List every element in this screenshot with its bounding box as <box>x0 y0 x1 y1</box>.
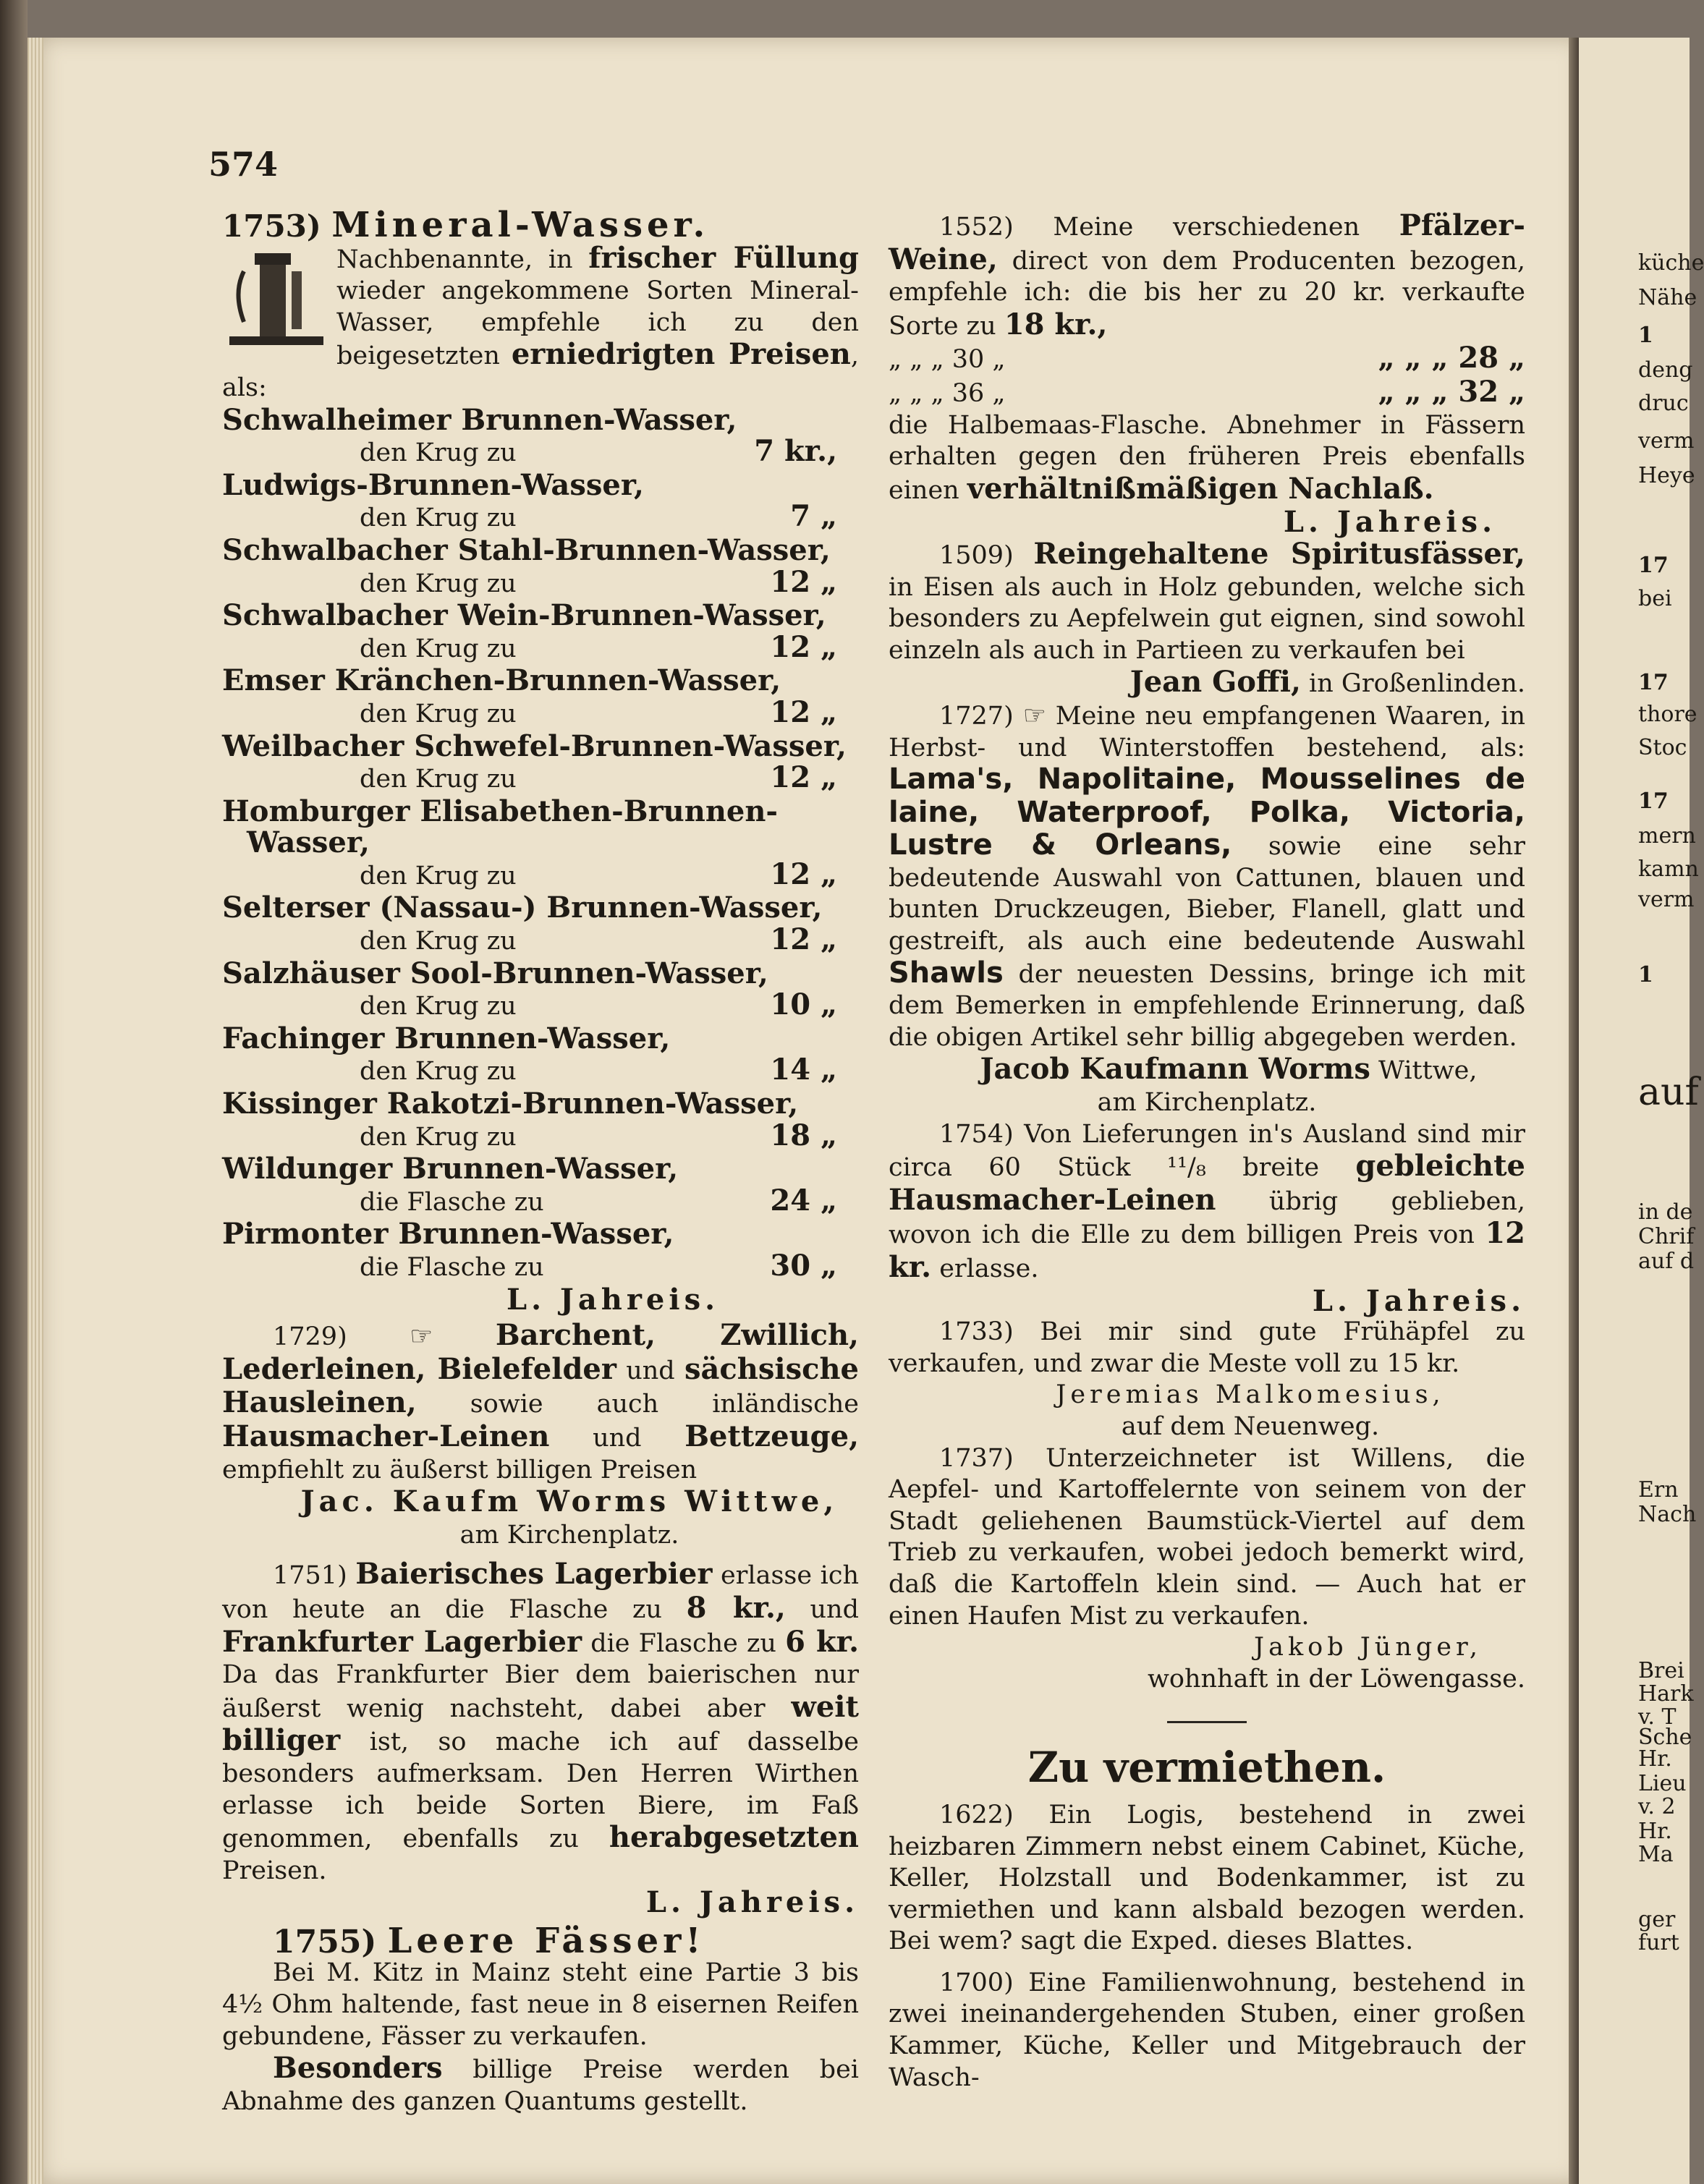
signature: Jeremias Malkomesius, <box>1056 1380 1445 1410</box>
ad-leinen <box>889 1119 1525 1286</box>
mineral-price-item <box>222 1218 859 1283</box>
price-row <box>222 694 859 731</box>
intro-text-2: wieder angekommene Sorten Mineral-Wasser, empfehle ich zu den beigesetzten <box>336 276 859 371</box>
ad-number: 1733) <box>939 1317 1014 1347</box>
ad-waaren <box>889 700 1525 1054</box>
next-page-fragment: Chrif <box>1638 1224 1695 1249</box>
price: 12 „ <box>770 857 837 891</box>
price-row <box>222 629 859 666</box>
text: und <box>810 1594 859 1624</box>
next-page-fragment: küche <box>1638 250 1704 276</box>
mineral-intro <box>222 242 859 404</box>
unit: den Krug zu <box>360 1057 517 1087</box>
next-page-fragment: 1 <box>1638 323 1653 348</box>
next-page-fragment: Sche <box>1638 1725 1692 1750</box>
next-page-fragment: auf <box>1638 1071 1699 1114</box>
price-row <box>222 989 859 1023</box>
next-page-fragment: Hr. <box>1638 1819 1672 1844</box>
ad-number: 1622) <box>939 1800 1014 1830</box>
water-name: Emser Kränchen-Brunnen-Wasser, <box>222 663 781 698</box>
price-row <box>222 566 859 600</box>
next-page-fragment: furt <box>1638 1930 1679 1955</box>
next-page-fragment: 17 <box>1638 670 1669 695</box>
text: Bei mir sind gute Frühäpfel zu verkaufen, und zwar die Meste voll zu 15 kr. <box>889 1317 1525 1378</box>
ad-number: 1751) <box>273 1561 347 1591</box>
mineral-price-item <box>222 469 859 535</box>
water-name: Wildunger Brunnen-Wasser, <box>222 1152 679 1186</box>
price-row <box>222 1250 859 1284</box>
mineral-price-item <box>222 958 859 1023</box>
ad-number: 1552) <box>939 213 1014 242</box>
mineral-price-item <box>222 728 859 796</box>
signature: Jakob Jünger, <box>1254 1633 1482 1662</box>
text: Eine Familienwohnung, bestehend in zwei ineinandergehenden Stuben, einer großen Kammer, Küche, Keller und Mitgebrauch der Wasch- <box>889 1968 1525 2092</box>
price-row <box>222 1185 859 1219</box>
signature: Jacob Kaufmann Worms <box>980 1052 1370 1087</box>
ad-weine <box>889 210 1525 342</box>
mineral-price-item <box>222 532 859 600</box>
left-column <box>222 205 859 2117</box>
bold-text: Barchent, Zwillich, Lederleinen, Bielefelder <box>222 1318 859 1386</box>
ad-number: 1737) <box>939 1443 1014 1473</box>
text: und <box>593 1423 642 1453</box>
bold-text: Pfälzer-Weine, <box>889 208 1525 276</box>
page-edge <box>27 38 43 2184</box>
price: 30 „ <box>770 1249 837 1283</box>
intro-bold: frischer Füllung <box>588 240 859 275</box>
unit: die Flasche zu <box>360 1187 544 1217</box>
ad-number: 1729) <box>273 1322 347 1352</box>
text: billige Preise werden bei Abnahme des ganzen Quantums gestellt. <box>222 2055 859 2116</box>
jug-icon <box>222 242 331 351</box>
next-page-fragment: auf d <box>1638 1249 1695 1274</box>
unit: den Krug zu <box>360 992 517 1021</box>
bold-text: 12 kr. <box>889 1216 1525 1284</box>
text: empfiehlt zu äußerst billigen Preisen <box>222 1455 698 1484</box>
text: sowie auch inländische <box>470 1390 859 1419</box>
mineral-price-item <box>222 1088 859 1153</box>
water-name: Schwalheimer Brunnen-Wasser, <box>222 402 737 437</box>
right-column <box>889 210 1525 2094</box>
next-page-fragment: Ma <box>1638 1842 1674 1867</box>
ad-ernte <box>889 1443 1525 1633</box>
price-row <box>222 859 859 893</box>
next-page-fragment: mern <box>1638 823 1696 849</box>
ad-aepfel <box>889 1317 1525 1380</box>
bold-text: Lama's, Napolitaine, Mousselines de laine, Waterproof, Polka, Victoria, Lustre & Orleans, <box>889 762 1525 862</box>
next-page-fragment: Hr. <box>1638 1746 1672 1772</box>
ad-title: Mineral-Wasser. <box>331 205 710 245</box>
bold-text: 6 kr. <box>785 1624 859 1659</box>
next-page-fragment: v. 2 <box>1638 1794 1676 1819</box>
next-page-fragment: druc <box>1638 391 1689 416</box>
next-page-fragment: deng <box>1638 357 1693 383</box>
bold-text: sächsische Hausleinen, <box>222 1351 859 1420</box>
bold-text: Hausmacher-Leinen <box>222 1419 550 1453</box>
address: am Kirchenplatz. <box>1097 1088 1317 1118</box>
price-row <box>889 342 1525 376</box>
unit: den Krug zu <box>360 699 517 728</box>
ad-number: 1727) <box>939 701 1014 731</box>
text: ist, so mache ich auf dasselbe besonders aufmerksam. Den Herren Wirthen erlasse ich beide Sorten Biere, im Faß genommen, ebenfalls zu <box>222 1728 859 1854</box>
bold-text: Frankfurter Lagerbier <box>222 1624 582 1659</box>
next-page-fragment: verm <box>1638 887 1695 912</box>
mineral-price-item <box>222 404 859 469</box>
water-name: Homburger Elisabethen-Brunnen-Wasser, <box>222 794 779 860</box>
price: 7 „ <box>790 499 837 534</box>
price-row <box>222 1054 859 1088</box>
water-name: Schwalbacher Wein-Brunnen-Wasser, <box>222 598 826 633</box>
price: 10 „ <box>770 987 837 1022</box>
intro-text: Nachbenannte, in <box>336 245 573 274</box>
text: Wittwe, <box>1378 1056 1478 1086</box>
bold-text: Reingehaltene Spiritusfässer, <box>1033 536 1525 571</box>
text: Da das Frankfurter Bier dem baierischen nur äußerst wenig nachsteht, dabei aber <box>222 1660 859 1723</box>
intro-bold-2: erniedrigten Preisen <box>511 337 851 372</box>
text: Meine verschiedenen <box>1053 213 1360 242</box>
price: 12 „ <box>770 694 837 729</box>
water-name: Pirmonter Brunnen-Wasser, <box>222 1217 674 1252</box>
next-page-fragment: Hark <box>1638 1681 1694 1707</box>
price: 7 kr., <box>754 434 837 469</box>
mineral-price-item <box>222 600 859 665</box>
mineral-price-item <box>222 665 859 730</box>
price: „ „ „ 32 „ <box>1378 374 1525 409</box>
text: der neuesten Dessins, bringe ich mit dem Bemerken in empfehlende Erinnerung, daß die obigen Artikel sehr billig abgegeben werden. <box>889 959 1525 1052</box>
text: erlasse. <box>939 1254 1039 1283</box>
gutter <box>1569 38 1579 2184</box>
bold-text: Shawls <box>889 956 1004 990</box>
intro-text-3: , als: <box>222 341 859 402</box>
next-page-fragment: Heye <box>1638 463 1695 488</box>
signature: L. Jahreis. <box>1312 1283 1525 1318</box>
unit: den Krug zu <box>360 569 517 598</box>
next-page-fragment: Nähe <box>1638 285 1697 310</box>
water-name: Weilbacher Schwefel-Brunnen-Wasser, <box>222 728 847 763</box>
price: 14 „ <box>770 1053 837 1087</box>
water-name: Schwalbacher Stahl-Brunnen-Wasser, <box>222 532 831 567</box>
unit: den Krug zu <box>360 503 517 533</box>
ad-logis <box>889 1800 1525 1958</box>
ad-number: 1755) <box>273 1923 377 1960</box>
next-page-fragment: Stoc <box>1638 735 1687 760</box>
next-page-fragment: in de <box>1638 1199 1693 1225</box>
signature: Jean Goffi, <box>1129 665 1301 700</box>
text: „ „ „ 36 „ <box>889 378 1006 408</box>
unit: den Krug zu <box>360 634 517 663</box>
ad-number: 1753) <box>222 208 321 244</box>
ad-faesser-title <box>222 1920 859 1961</box>
divider <box>1167 1721 1247 1723</box>
pointing-hand-icon: ☞ <box>410 1322 433 1352</box>
mineral-price-list <box>222 404 859 1284</box>
unit: den Krug zu <box>360 927 517 956</box>
unit: den Krug zu <box>360 861 517 891</box>
text: Meine neu empfangenen Waaren, in Herbst- und Winterstoffen bestehend, als: <box>889 701 1525 762</box>
water-name: Fachinger Brunnen-Wasser, <box>222 1021 671 1055</box>
price: 12 „ <box>770 922 837 957</box>
mineral-price-item <box>222 892 859 957</box>
ad-number: 1700) <box>939 1968 1014 1997</box>
next-page-fragment: Ern <box>1638 1477 1679 1503</box>
next-page-fragment: bei <box>1638 586 1672 611</box>
next-page-fragment: 1 <box>1638 962 1653 987</box>
price-row <box>222 1120 859 1154</box>
next-page-fragment: 17 <box>1638 553 1669 578</box>
text: Ein Logis, bestehend in zwei heizbaren Zimmern nebst einem Cabinet, Küche, Keller, Holzstall und Bodenkammer, ist zu vermiethen und kann alsbald bezogen werden. Bei wem? sagt die Exped. dieses Blattes. <box>889 1800 1525 1956</box>
ad-lagerbier <box>222 1558 859 1887</box>
book-spine <box>0 0 27 2184</box>
text: Preisen. <box>222 1856 327 1885</box>
next-page-fragment: ger <box>1638 1907 1676 1932</box>
bold-text: 8 kr., <box>686 1590 786 1625</box>
bold-text: verhältnißmäßigen Nachlaß. <box>967 471 1434 506</box>
text: „ „ „ 30 „ <box>889 345 1006 375</box>
bold-text: Baierisches Lagerbier <box>355 1557 713 1592</box>
price-row <box>222 924 859 958</box>
water-name: Selterser (Nassau-) Brunnen-Wasser, <box>222 891 823 925</box>
text: Von Lieferungen in's Ausland sind mir circa 60 Stück ¹¹/₈ breite <box>889 1119 1525 1183</box>
next-page-fragment: thore <box>1638 702 1697 727</box>
unit: den Krug zu <box>360 765 517 794</box>
price: 12 „ <box>770 564 837 599</box>
next-page-fragment: verm <box>1638 428 1695 454</box>
ad-number: 1509) <box>939 540 1014 570</box>
text: und <box>626 1356 675 1385</box>
text: direct von dem Producenten bezogen, empfehle ich: die bis her zu 20 kr. verkaufte Sorte zu <box>889 246 1525 341</box>
bold-text: gebleichte Hausmacher-Leinen <box>889 1149 1525 1217</box>
section-heading: Zu vermiethen. <box>1027 1743 1386 1793</box>
price-row <box>222 501 859 535</box>
text: die Flasche zu <box>590 1628 776 1658</box>
ad-barchent <box>222 1320 859 1486</box>
pointing-hand-icon: ☞ <box>1022 700 1046 731</box>
ad-faesser-text <box>222 1958 859 2052</box>
address: am Kirchenplatz. <box>459 1520 679 1550</box>
price: 12 „ <box>770 629 837 664</box>
signature: L. Jahreis. <box>645 1885 859 1920</box>
unit: den Krug zu <box>360 1122 517 1152</box>
next-page-edge <box>1579 38 1704 2184</box>
price: 18 „ <box>770 1118 837 1152</box>
ad-spiritus <box>889 538 1525 666</box>
next-page-fragment: Lieu <box>1638 1771 1687 1796</box>
mineral-price-item <box>222 1153 859 1218</box>
signature: L. Jahreis. <box>1283 505 1496 540</box>
price: 12 „ <box>770 760 837 795</box>
price: 18 kr., <box>1004 307 1108 341</box>
next-page-fragment: kamn <box>1638 857 1699 882</box>
next-page-fragment: v. T <box>1638 1704 1677 1730</box>
bold-text: Bettzeuge, <box>684 1419 859 1453</box>
mineral-price-item <box>222 1023 859 1088</box>
bold-text: herabgesetzten <box>609 1820 859 1855</box>
water-name: Kissinger Rakotzi-Brunnen-Wasser, <box>222 1087 799 1121</box>
price: 24 „ <box>770 1183 837 1218</box>
unit: die Flasche zu <box>360 1253 544 1282</box>
price: „ „ „ 28 „ <box>1378 341 1525 375</box>
text: übrig geblieben, wovon ich die Elle zu dem billigen Preis von <box>889 1186 1525 1250</box>
mineral-price-item <box>222 796 859 893</box>
ad-number: 1754) <box>939 1119 1014 1149</box>
water-name: Ludwigs-Brunnen-Wasser, <box>222 467 644 502</box>
ad-weine-2 <box>889 410 1525 507</box>
price-row <box>889 376 1525 410</box>
bold-text: Besonders <box>273 2051 443 2086</box>
address: wohnhaft in der Löwengasse. <box>1147 1664 1525 1694</box>
address: auf dem Neuenweg. <box>1121 1411 1380 1441</box>
text: Bei M. Kitz in Mainz steht eine Partie 3 bis 4½ Ohm haltende, fast neue in 8 eisernen Reifen gebundene, Fässer zu verkaufen. <box>222 1958 859 2051</box>
signature: Jac. Kaufm Worms Wittwe, <box>300 1484 839 1519</box>
text: sowie eine sehr bedeutende Auswahl von Cattunen, blauen und bunten Druckzeugen, Bieber, Flanell, glatt und gestreift, als auch eine bedeutende Auswahl <box>889 832 1525 956</box>
text: die Halbemaas-Flasche. Abnehmer in Fässern erhalten gegen den früheren Preis ebenfalls einen <box>889 410 1525 505</box>
bold-text: weit billiger <box>222 1689 859 1758</box>
text: erlasse ich von heute an die Flasche zu <box>222 1561 859 1624</box>
price-row <box>222 435 859 469</box>
text: Unterzeichneter ist Willens, die Aepfel- und Kartoffelernte von seinem von der Stadt geliehenen Baumstück-Viertel auf dem Trieb zu verkaufen, wobei jedoch bemerkt wird, daß die Kartoffeln klein sind. — Auch hat er einen Haufen Mist zu verkaufen. <box>889 1443 1525 1631</box>
text: in Eisen als auch in Holz gebunden, welche sich besonders zu Aepfelwein gut eignen, sind sowohl einzeln als auch in Partieen zu verkaufen bei <box>889 572 1525 665</box>
next-page-fragment: Nach <box>1638 1502 1697 1527</box>
price-row <box>222 762 859 796</box>
next-page-fragment: 17 <box>1638 789 1669 814</box>
ad-faesser-text-2 <box>222 2052 859 2117</box>
next-page-fragment: Brei <box>1638 1658 1684 1683</box>
water-name: Salzhäuser Sool-Brunnen-Wasser, <box>222 956 768 990</box>
signature: L. Jahreis. <box>506 1282 720 1317</box>
place: in Großenlinden. <box>1309 669 1525 699</box>
ad-title: Leere Fässer! <box>387 1920 705 1961</box>
page-number: 574 <box>208 145 279 184</box>
unit: den Krug zu <box>360 438 517 468</box>
ad-familie <box>889 1968 1525 2094</box>
